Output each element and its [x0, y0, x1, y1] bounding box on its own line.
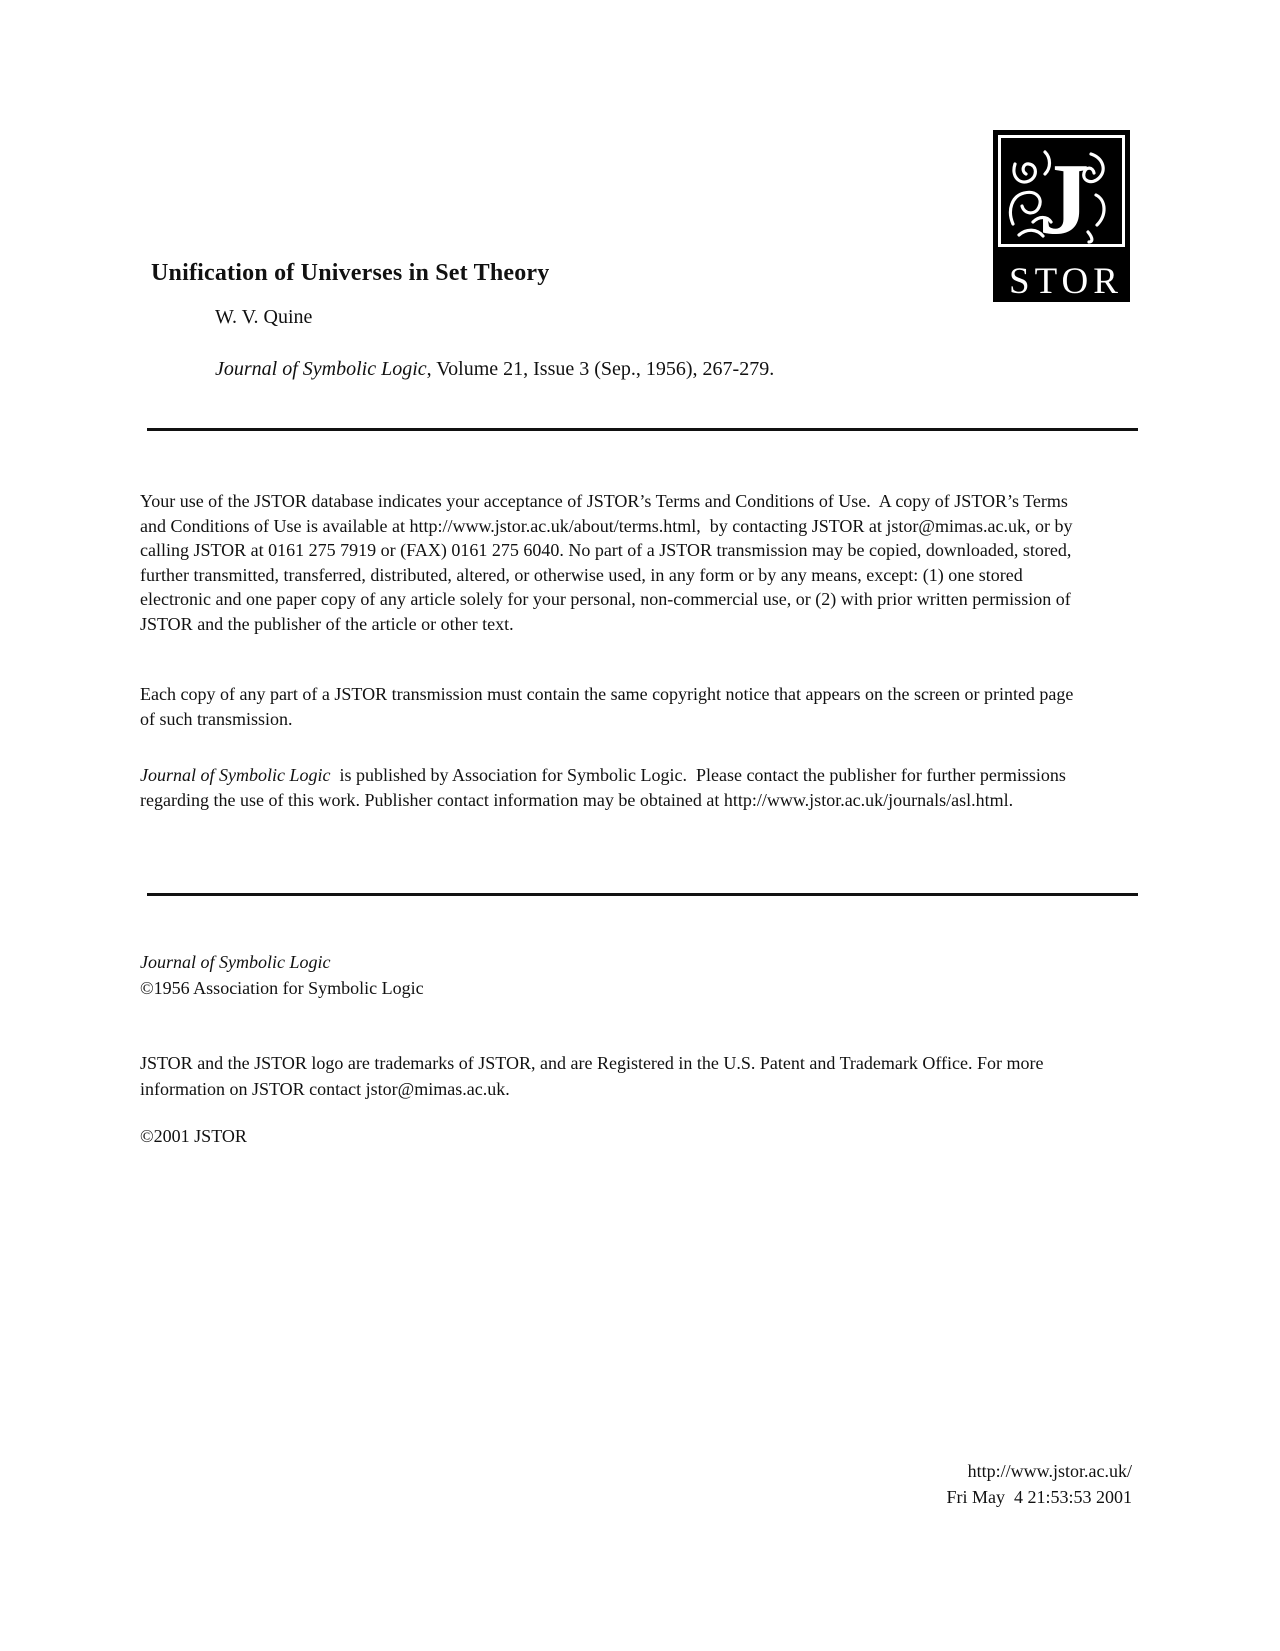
logo-letter-j: J	[1038, 143, 1090, 256]
terms-paragraph-2: Each copy of any part of a JSTOR transmission must contain the same copyright notice that appears on the screen or printed page of such transmission.	[140, 684, 1078, 729]
divider-middle	[147, 893, 1138, 896]
jstor-logo-graphic	[993, 130, 1130, 302]
jstor-copyright-2001: ©2001 JSTOR	[140, 1126, 247, 1146]
jstor-logo	[993, 130, 1130, 302]
terms-paragraph-3-body: is published by Association for Symbolic Logic. Please contact the publisher for further permissions regarding the use of this work. Publisher contact information may be obtained at http://www.jstor.ac.uk/journals/asl.html.	[140, 765, 1071, 810]
citation-journal-title: Journal of Symbolic Logic	[215, 358, 427, 380]
citation-line	[215, 358, 774, 381]
terms-paragraph-1: Your use of the JSTOR database indicates your acceptance of JSTOR’s Terms and Conditions of Use. A copy of JSTOR’s Terms and Conditions of Use is available at http://www.jstor.ac.uk/about/terms.html, by contacting JSTOR at jstor@mimas.ac.uk, or by calling JSTOR at 0161 275 7919 or (FAX) 0161 275 6040. No part of a JSTOR transmission may be copied, downloaded, stored, further transmitted, transferred, distributed, altered, or otherwise used, in any form or by any means, except: (1) one stored electronic and one paper copy of any article solely for your personal, non-commercial use, or (2) with prior written permission of JSTOR and the publisher of the article or other text.	[140, 491, 1077, 634]
logo-wordmark: STOR	[1009, 261, 1123, 302]
citation-volume-issue: , Volume 21, Issue 3 (Sep., 1956), 267-279.	[426, 358, 775, 380]
publication-journal-title: Journal of Symbolic Logic	[140, 952, 331, 972]
footer-timestamp: Fri May 4 21:53:53 2001	[946, 1487, 1132, 1507]
article-title: Unification of Universes in Set Theory	[151, 260, 550, 287]
terms-paragraph-3	[140, 763, 1092, 812]
divider-top	[147, 428, 1138, 431]
publication-copyright-1956: ©1956 Association for Symbolic Logic	[140, 978, 424, 998]
terms-block	[140, 489, 1092, 812]
footer-url: http://www.jstor.ac.uk/	[967, 1461, 1132, 1481]
author-name: W. V. Quine	[215, 306, 313, 328]
footer	[946, 1458, 1132, 1510]
terms-paragraph-3-journal-title: Journal of Symbolic Logic	[140, 765, 331, 785]
trademark-notice: JSTOR and the JSTOR logo are trademarks of JSTOR, and are Registered in the U.S. Patent and Trademark Office. For more information on JSTOR contact jstor@mimas.ac.uk.	[140, 1053, 1049, 1099]
publication-block	[140, 949, 424, 1001]
